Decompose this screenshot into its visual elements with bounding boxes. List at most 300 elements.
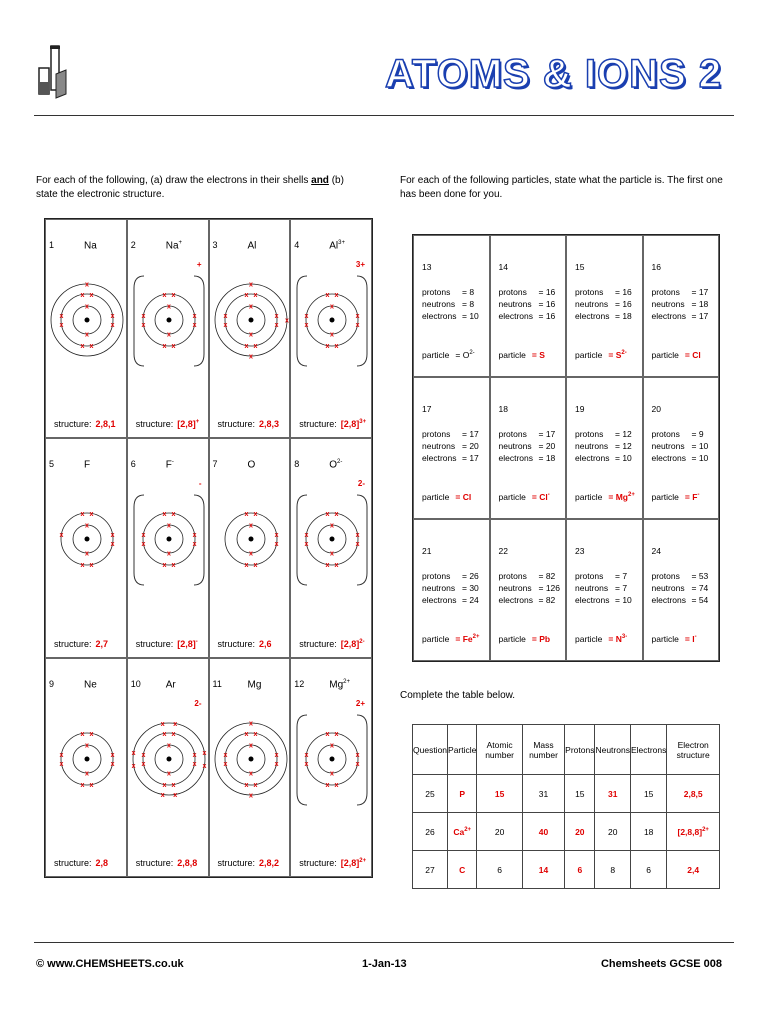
- bohr-atom-diagram: [291, 703, 373, 813]
- structure-value: [177, 419, 199, 429]
- electron-mark: x: [89, 730, 94, 738]
- cell-value: 27: [425, 864, 435, 875]
- cell-value: 2,8,5: [683, 788, 703, 799]
- element-symbol-text: F: [84, 459, 91, 471]
- structure-label: structure:: [299, 419, 337, 430]
- table-row: [413, 851, 720, 889]
- footer-date: 1-Jan-13: [362, 958, 407, 970]
- structure-answer: [54, 419, 116, 429]
- electron-mark: x: [304, 532, 309, 540]
- electron-mark: x: [248, 331, 253, 339]
- footer-website: © www.CHEMSHEETS.co.uk: [36, 958, 184, 970]
- structure-value: [96, 858, 109, 868]
- right-bracket: [357, 715, 367, 805]
- protons-label: protons: [575, 429, 604, 439]
- question-number: 24: [651, 546, 661, 556]
- ion-charge-label: 2-: [357, 479, 365, 489]
- particle-label: particle: [422, 350, 450, 360]
- electron-mark: x: [244, 511, 248, 519]
- electron-mark: x: [330, 742, 335, 750]
- column-header: Atomic number: [477, 725, 522, 775]
- particle-cell: [490, 235, 567, 377]
- particle-grid: [412, 234, 720, 662]
- neutrons-row: [499, 298, 556, 310]
- bohr-atom-diagram: [128, 264, 210, 374]
- nucleus: [166, 318, 171, 323]
- electron-mark: x: [355, 751, 360, 759]
- footer-reference: Chemsheets GCSE 008: [600, 958, 722, 970]
- structure-value: [259, 858, 279, 868]
- question-number: 10: [130, 678, 141, 689]
- structure-label: structure:: [54, 419, 92, 430]
- electron-mark: x: [171, 291, 176, 299]
- particle-cell: [566, 235, 643, 377]
- cell-value: P: [459, 788, 466, 799]
- question-number: 11: [212, 678, 222, 689]
- particle-counts: [575, 286, 632, 322]
- cell-value: 18: [643, 826, 654, 837]
- structure-label: structure:: [299, 638, 337, 649]
- structure-value: [259, 419, 279, 429]
- cell-value: 6: [646, 864, 652, 875]
- particle-counts: [499, 570, 561, 606]
- particle-counts: [652, 286, 709, 322]
- particle-value: [608, 350, 626, 360]
- table-cell: [477, 851, 522, 889]
- structure-value-text: [2,8]: [177, 638, 196, 649]
- table-cell: [522, 775, 564, 813]
- electron-mark: x: [330, 770, 335, 778]
- particle-answer: [422, 350, 475, 360]
- electron-mark: x: [89, 343, 94, 351]
- electron-mark: x: [80, 291, 85, 299]
- structure-answer: [136, 419, 200, 429]
- particle-value-text: = O: [455, 350, 470, 360]
- neutrons-row: [499, 440, 556, 452]
- electron-mark: x: [248, 720, 253, 728]
- protons-label: protons: [498, 571, 527, 581]
- protons-row: [499, 428, 556, 440]
- structure-value: [341, 639, 365, 649]
- electrons-row: [652, 310, 709, 322]
- electron-mark: x: [85, 522, 89, 530]
- electrons-label: electrons: [651, 595, 686, 605]
- particle-value: [532, 350, 545, 360]
- protons-value: = 17: [538, 429, 556, 439]
- question-number: 18: [498, 404, 508, 414]
- structure-value-text: 2,8: [95, 857, 109, 868]
- right-bracket: [194, 276, 204, 366]
- electron-mark: x: [304, 312, 309, 320]
- electrons-label: electrons: [422, 453, 457, 463]
- neutrons-row: [575, 582, 632, 594]
- particle-data-table: [412, 724, 720, 889]
- protons-value: = 17: [462, 429, 479, 439]
- electron-mark: x: [131, 762, 136, 770]
- protons-value: = 9: [691, 429, 704, 439]
- neutrons-row: [422, 582, 479, 594]
- particle-answer: [575, 634, 627, 644]
- neutrons-label: neutrons: [422, 299, 456, 309]
- particle-counts: [499, 428, 556, 464]
- particle-value: [455, 492, 471, 502]
- electron-mark: x: [110, 751, 115, 759]
- protons-value: = 53: [691, 571, 709, 581]
- particle-value-text: = S: [531, 350, 545, 360]
- electron-mark: x: [304, 751, 309, 759]
- element-charge-sup: 3+: [338, 240, 345, 246]
- particle-value: [608, 634, 627, 644]
- protons-row: [575, 428, 632, 440]
- particle-value: [685, 492, 700, 502]
- electron-mark: x: [141, 322, 146, 330]
- particle-charge-sup: 2+: [472, 634, 480, 641]
- electrons-value: = 82: [538, 595, 556, 605]
- atom-cell: [209, 438, 291, 657]
- particle-charge-sup: -: [547, 492, 550, 499]
- neutrons-label: neutrons: [575, 583, 609, 593]
- question-number: 21: [422, 546, 432, 556]
- right-bracket: [357, 495, 367, 585]
- element-symbol: [248, 679, 262, 690]
- nucleus: [248, 318, 253, 323]
- right-bracket: [194, 495, 204, 585]
- protons-value: = 16: [538, 287, 556, 297]
- electron-mark: x: [160, 720, 165, 728]
- protons-row: [422, 428, 479, 440]
- electron-mark: x: [141, 532, 146, 540]
- electron-mark: x: [334, 511, 339, 519]
- electron-mark: x: [89, 781, 94, 789]
- electrons-value: = 10: [615, 453, 632, 463]
- ion-charge-label: +: [196, 260, 202, 269]
- electron-mark: x: [330, 550, 335, 558]
- table-cell: [667, 851, 720, 889]
- particle-value-text: = Cl: [531, 492, 548, 502]
- structure-label: structure:: [135, 419, 174, 430]
- particle-label: particle: [498, 350, 526, 360]
- particle-value-text: = Cl: [684, 350, 701, 360]
- structure-charge-sup: 3+: [359, 419, 367, 426]
- particle-value-text: = Cl: [455, 492, 472, 502]
- bohr-atom-diagram: [46, 264, 128, 374]
- electron-mark: x: [355, 760, 360, 768]
- electron-mark: x: [192, 541, 197, 549]
- particle-counts: [652, 428, 709, 464]
- table-cell: [595, 813, 631, 851]
- left-bracket: [297, 495, 307, 585]
- particle-cell: [643, 519, 720, 661]
- electron-mark: x: [80, 562, 85, 570]
- electron-mark: x: [141, 760, 146, 768]
- electron-mark: x: [166, 770, 171, 778]
- electron-mark: x: [171, 730, 176, 738]
- particle-label: particle: [651, 492, 679, 502]
- table-cell: [565, 851, 595, 889]
- element-symbol: [166, 240, 182, 251]
- lab-glassware-logo: [36, 44, 70, 100]
- ion-charge-label: 3+: [355, 260, 365, 269]
- electron-mark: x: [334, 291, 339, 299]
- element-symbol-text: O: [247, 459, 256, 471]
- particle-cell: [566, 377, 643, 519]
- electrons-value: = 18: [538, 453, 556, 463]
- table-cell: [448, 813, 477, 851]
- electrons-label: electrons: [422, 595, 457, 605]
- particle-counts: [575, 570, 632, 606]
- electron-mark: x: [85, 550, 89, 558]
- electron-mark: x: [192, 751, 197, 759]
- bohr-atom-diagram: [46, 703, 128, 813]
- particle-charge-sup: 2+: [628, 492, 635, 499]
- protons-label: protons: [651, 429, 680, 439]
- structure-label: structure:: [217, 638, 256, 649]
- protons-value: = 12: [615, 429, 632, 439]
- electrons-value: = 24: [462, 595, 479, 605]
- neutrons-value: = 30: [462, 583, 479, 593]
- table-row: [413, 775, 720, 813]
- nucleus: [166, 537, 171, 542]
- atom-cell: [45, 219, 127, 438]
- neutrons-label: neutrons: [575, 299, 609, 309]
- protons-value: = 7: [615, 571, 628, 581]
- table-header-row: [413, 725, 720, 775]
- table-cell: [630, 851, 666, 889]
- particle-label: particle: [651, 634, 679, 644]
- nucleus: [248, 756, 253, 761]
- left-bracket: [297, 715, 307, 805]
- cell-value: 20: [607, 826, 618, 837]
- question-number: 5: [49, 459, 55, 470]
- electron-mark: x: [162, 291, 167, 299]
- neutrons-label: neutrons: [651, 299, 685, 309]
- neutrons-label: neutrons: [575, 441, 609, 451]
- page-title: ATOMS & IONS 2: [384, 52, 722, 96]
- cell-value: 20: [575, 826, 585, 837]
- bohr-atom-diagram: [128, 703, 210, 813]
- structure-value-text: [2,8]: [340, 419, 360, 430]
- electrons-value: = 10: [615, 595, 632, 605]
- atom-cell: [127, 438, 209, 657]
- electrons-label: electrons: [498, 595, 533, 605]
- bohr-atom-diagram: [210, 264, 292, 374]
- neutrons-label: neutrons: [422, 583, 456, 593]
- electron-mark: x: [274, 541, 279, 549]
- neutrons-row: [499, 582, 561, 594]
- bohr-atom-diagram: [128, 483, 210, 593]
- electron-mark: x: [166, 550, 171, 558]
- cell-sup: 2+: [464, 826, 472, 833]
- question-number: 23: [575, 546, 585, 556]
- electron-mark: x: [59, 760, 64, 768]
- electron-mark: x: [141, 751, 146, 759]
- column-header: Question: [413, 725, 448, 775]
- structure-value-text: 2,8,1: [95, 419, 116, 430]
- element-symbol-text: Al: [247, 240, 257, 252]
- element-symbol: [329, 459, 342, 470]
- electron-mark: x: [355, 312, 360, 320]
- electron-mark: x: [131, 749, 136, 757]
- table-cell: [565, 775, 595, 813]
- electrons-row: [422, 594, 479, 606]
- particle-answer: [652, 492, 700, 502]
- particle-charge-sup: -: [694, 634, 697, 641]
- electrons-row: [652, 594, 709, 606]
- electron-mark: x: [162, 562, 167, 570]
- cell-value: 8: [610, 864, 616, 875]
- protons-row: [652, 428, 709, 440]
- electron-mark: x: [248, 792, 253, 800]
- electrons-value: = 10: [462, 311, 479, 321]
- table-cell: [448, 851, 477, 889]
- electrons-value: = 10: [691, 453, 709, 463]
- protons-value: = 16: [615, 287, 632, 297]
- electron-mark: x: [325, 511, 330, 519]
- particle-value-text: = N: [608, 634, 622, 644]
- ion-charge-label: 2+: [355, 698, 365, 708]
- particle-value: [455, 350, 474, 360]
- protons-label: protons: [422, 571, 451, 581]
- structure-charge-sup: +: [195, 419, 200, 426]
- atom-cell: [209, 219, 291, 438]
- electron-mark: x: [244, 343, 248, 351]
- cell-sup: 2+: [702, 826, 709, 833]
- atom-cell: [127, 658, 209, 877]
- table-cell: [413, 851, 448, 889]
- electron-mark: x: [171, 562, 176, 570]
- table-cell: [477, 775, 522, 813]
- particle-value: [685, 634, 697, 644]
- electron-mark: x: [166, 742, 171, 750]
- particle-cell: [643, 235, 720, 377]
- electron-mark: x: [166, 522, 171, 530]
- electron-mark: x: [80, 781, 85, 789]
- structure-value-text: 2,7: [95, 638, 109, 649]
- electron-mark: x: [244, 291, 248, 299]
- particle-charge-sup: -: [697, 492, 700, 499]
- electrons-label: electrons: [498, 453, 533, 463]
- particle-value: [608, 492, 634, 502]
- table-cell: [595, 851, 631, 889]
- cell-value: 6: [577, 864, 583, 875]
- instructions-left: For each of the following, (a) draw the electrons in their shells and (b) state the electronic structure.: [36, 175, 344, 200]
- nucleus: [166, 756, 171, 761]
- electron-mark: x: [192, 322, 197, 330]
- structure-answer: [299, 858, 366, 868]
- electrons-value: = 18: [615, 311, 632, 321]
- neutrons-label: neutrons: [498, 441, 532, 451]
- bohr-atom-diagram: [210, 703, 292, 813]
- element-charge-sup: -: [171, 459, 174, 466]
- cell-value: 14: [538, 864, 549, 875]
- protons-row: [499, 286, 556, 298]
- structure-value-text: 2,6: [259, 638, 272, 649]
- element-symbol: [329, 679, 350, 690]
- nucleus: [330, 318, 335, 323]
- electron-mark: x: [222, 760, 227, 768]
- structure-charge-sup: 2+: [359, 857, 367, 864]
- electron-mark: x: [192, 760, 197, 768]
- particle-label: particle: [498, 492, 526, 502]
- structure-answer: [136, 858, 198, 868]
- electron-mark: x: [85, 770, 89, 778]
- column-header: Neutrons: [595, 725, 631, 775]
- particle-value-text: = Mg: [608, 492, 629, 502]
- electron-mark: x: [80, 511, 85, 519]
- electron-mark: x: [162, 511, 167, 519]
- particle-value: [455, 634, 479, 644]
- cell-value: C: [459, 864, 466, 875]
- structure-label: structure:: [54, 638, 92, 649]
- electron-mark: x: [173, 791, 177, 799]
- electrons-label: electrons: [422, 311, 457, 321]
- cell-value: 15: [575, 788, 585, 799]
- element-symbol-text: Ar: [165, 678, 176, 690]
- electron-mark: x: [166, 331, 171, 339]
- electron-mark: x: [173, 720, 177, 728]
- electron-mark: x: [334, 343, 339, 351]
- protons-label: protons: [498, 287, 527, 297]
- electron-mark: x: [162, 343, 167, 351]
- protons-label: protons: [575, 571, 604, 581]
- structure-charge-sup: -: [195, 638, 198, 645]
- bohr-diagram-grid: [44, 218, 373, 878]
- structure-label: structure:: [217, 419, 256, 430]
- structure-label: structure:: [54, 857, 92, 868]
- protons-label: protons: [422, 429, 451, 439]
- element-symbol-text: Mg: [247, 678, 262, 690]
- table-cell: [477, 813, 522, 851]
- right-bracket: [357, 276, 367, 366]
- question-number: 20: [651, 404, 661, 414]
- cell-value: 25: [425, 788, 435, 799]
- particle-counts: [422, 428, 479, 464]
- electrons-row: [422, 452, 479, 464]
- structure-value-text: 2,8,3: [259, 419, 280, 430]
- electron-mark: x: [248, 742, 253, 750]
- structure-answer: [136, 639, 198, 649]
- electrons-row: [499, 594, 561, 606]
- electron-mark: x: [253, 511, 257, 519]
- ion-charge-label: -: [198, 479, 202, 489]
- neutrons-value: = 7: [615, 583, 628, 593]
- electron-mark: x: [325, 781, 330, 789]
- table-cell: [413, 813, 448, 851]
- electron-mark: x: [110, 760, 115, 768]
- neutrons-value: = 8: [462, 299, 475, 309]
- electron-mark: x: [334, 781, 339, 789]
- protons-row: [499, 570, 561, 582]
- neutrons-row: [422, 298, 479, 310]
- question-number: 6: [130, 459, 136, 470]
- structure-value: [177, 639, 198, 649]
- electrons-row: [499, 310, 556, 322]
- question-number: 12: [294, 678, 305, 689]
- particle-answer: [575, 350, 627, 360]
- electron-mark: x: [192, 532, 197, 540]
- cell-value: 20: [494, 826, 505, 837]
- element-symbol-text: Ne: [84, 678, 97, 690]
- structure-answer: [299, 639, 364, 649]
- question-number: 15: [575, 262, 585, 272]
- ion-charge-label: 2-: [194, 698, 202, 708]
- neutrons-row: [652, 298, 709, 310]
- element-symbol: [166, 679, 176, 690]
- electrons-label: electrons: [651, 311, 686, 321]
- neutrons-label: neutrons: [651, 583, 685, 593]
- electron-mark: x: [192, 312, 197, 320]
- electron-mark: x: [253, 343, 257, 351]
